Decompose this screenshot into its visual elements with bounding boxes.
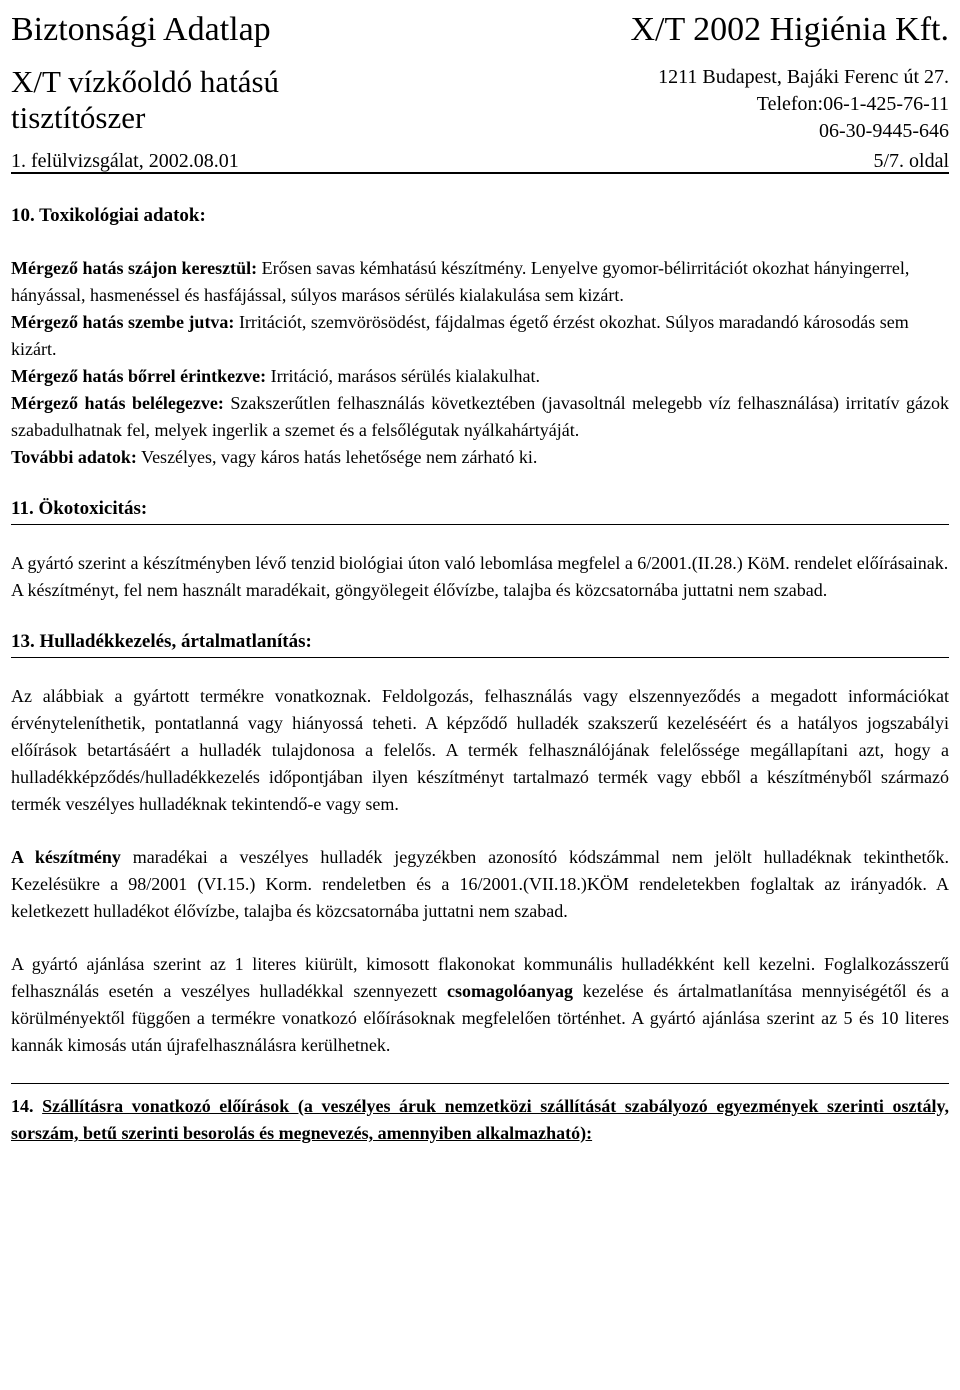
section-10 bbox=[11, 204, 949, 471]
eye-label: Mérgező hatás szembe jutva: bbox=[11, 312, 235, 332]
section-13-p3-text-b: kezelése és ártalmatlanítása mennyiségétől és a körülményektől függően a termékre vonatkozó előírásoknak megfelelően történhet. A gyártó ajánlása szerint az 5 és 10 literes kannák kimosás után újrafelhasználásra kerülhetnek. bbox=[11, 981, 949, 1055]
company-contact bbox=[658, 64, 949, 145]
product-name bbox=[11, 64, 531, 136]
section-11-paragraph-1: A gyártó szerint a készítményben lévő tenzid biológiai úton való lebomlása megfelel a 6/2001.(II.28.) KöM. rendelet előírásainak. bbox=[11, 553, 949, 573]
company-address: 1211 Budapest, Bajáki Ferenc út 27. bbox=[658, 66, 949, 88]
company-name: X/T 2002 Higiénia Kft. bbox=[630, 11, 949, 48]
section-14-number: 14. bbox=[11, 1096, 34, 1116]
section-11-paragraph-2: A készítményt, fel nem használt maradékait, göngyölegeit élővízbe, talajba és közcsatornába juttatni nem szabad. bbox=[11, 580, 828, 600]
inhalation-text: Szakszerűtlen felhasználás következtében (javasoltnál melegebb víz felhasználása) irritatív gázok szabadulhatnak fel, melyek ingerlik a szemet és a felsőlégutak nyálkahártyáját. bbox=[11, 393, 949, 440]
document-page bbox=[11, 6, 949, 1147]
section-11 bbox=[11, 497, 949, 604]
section-13-p2-text: maradékai a veszélyes hulladék jegyzékben azonosító kódszámmal nem jelölt hulladéknak tekinthetők. Kezelésükre a 98/2001 (VI.15.) Korm. rendeletben és a 16/2001.(VII.18.)KÖM rendeletekben foglaltak az irányadók. A keletkezett hulladékot élővízbe, talajba és közcsatornába juttatni nem szabad. bbox=[11, 847, 949, 921]
company-mobile: 06-30-9445-646 bbox=[819, 120, 949, 142]
section-13-paragraph-3 bbox=[11, 951, 949, 1059]
product-name-line1: X/T vízkőoldó hatású bbox=[11, 64, 280, 99]
section-11-heading bbox=[11, 497, 949, 525]
section-13-title: Hulladékkezelés, ártalmatlanítás: bbox=[39, 631, 312, 652]
section-14-heading bbox=[11, 1083, 949, 1147]
page-number: 5/7. oldal bbox=[873, 150, 949, 172]
section-14 bbox=[11, 1083, 949, 1147]
section-13 bbox=[11, 630, 949, 1059]
section-13-p3-bold: csomagolóanyag bbox=[446, 981, 573, 1001]
eye-text: Irritációt, szemvörösödést, fájdalmas égető érzést okozhat. Súlyos maradandó károsodás sem kizárt. bbox=[11, 312, 909, 359]
section-10-inhalation bbox=[11, 390, 949, 444]
section-13-number: 13. bbox=[11, 631, 35, 652]
further-label: További adatok: bbox=[11, 447, 137, 467]
header-divider bbox=[11, 172, 949, 174]
oral-text: Erősen savas kémhatású készítmény. Lenyelve gyomor-bélirritációt okozhat hányingerrel, hányással, hasmenéssel és hasfájással, súlyos marásos sérülés kialakulása sem kizárt. bbox=[11, 258, 910, 305]
further-text: Veszélyes, vagy káros hatás lehetősége nem zárható ki. bbox=[136, 447, 538, 467]
product-name-line2: tisztítószer bbox=[11, 100, 146, 135]
section-13-p2-bold: A készítmény bbox=[11, 847, 121, 867]
document-title: Biztonsági Adatlap bbox=[11, 11, 271, 48]
section-13-paragraph-2 bbox=[11, 844, 949, 925]
skin-label: Mérgező hatás bőrrel érintkezve: bbox=[11, 366, 267, 386]
section-13-heading bbox=[11, 630, 949, 658]
inhalation-label: Mérgező hatás belélegezve: bbox=[11, 393, 224, 413]
section-14-title: Szállításra vonatkozó előírások (a veszélyes áruk nemzetközi szállítását szabályozó egyezmények szerinti osztály, sorszám, betű szerinti besorolás és megnevezés, amennyiben alkalmazható): bbox=[11, 1096, 950, 1143]
section-10-heading: 10. Toxikológiai adatok: bbox=[11, 205, 206, 226]
company-phone: Telefon:06-1-425-76-11 bbox=[756, 93, 949, 115]
section-10-eye bbox=[11, 309, 949, 363]
section-11-title: Ökotoxicitás: bbox=[38, 498, 148, 519]
revision-info: 1. felülvizsgálat, 2002.08.01 bbox=[11, 150, 239, 172]
section-13-p3-text-a: A gyártó ajánlása szerint az 1 literes kiürült, kimosott flakonokat kommunális hulladékként kell kezelni. Foglalkozásszerű felhasználás esetén a veszélyes hulladékkal szennyezett bbox=[11, 954, 949, 1001]
section-10-skin bbox=[11, 363, 949, 390]
section-10-further bbox=[11, 444, 949, 471]
section-13-paragraph-1: Az alábbiak a gyártott termékre vonatkoznak. Feldolgozás, felhasználás vagy elszennyeződés a megadott információkat érvényteleníthetik, pontatlanná vagy hiányossá teheti. A képződő hulladék szakszerű kezeléséért és a hatályos jogszabályi előírások betartásáért a hulladék tulajdonosa a felelős. A termék felhasználójának felelőssége megállapítani azt, hogy a hulladékképződés/hulladékkezelés időpontjában ilyen készítményt tartalmazó termék vagy ebből a készítményből származó termék veszélyes hulladéknak tekintendő-e vagy sem. bbox=[11, 686, 949, 814]
document-header bbox=[11, 6, 949, 172]
oral-label: Mérgező hatás szájon keresztül: bbox=[11, 258, 258, 278]
skin-text: Irritáció, marásos sérülés kialakulhat. bbox=[266, 366, 540, 386]
section-11-number: 11. bbox=[11, 498, 34, 519]
section-10-oral bbox=[11, 255, 949, 309]
